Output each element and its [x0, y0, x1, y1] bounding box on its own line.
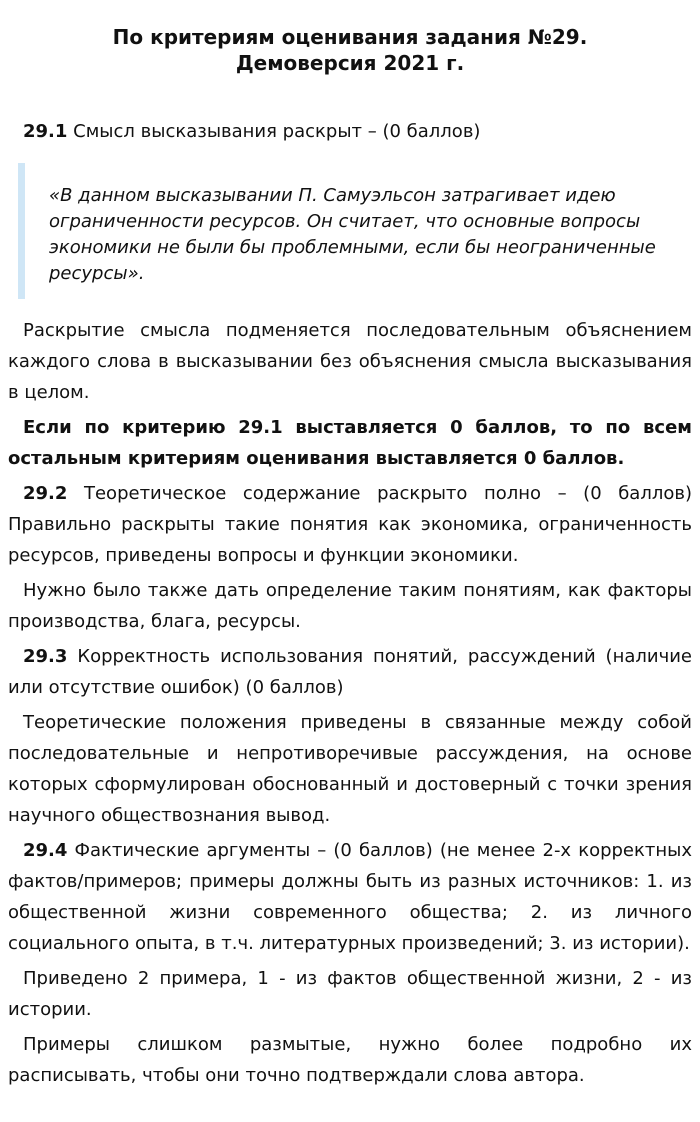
paragraph-theory: Теоретические положения приведены в связанные между собой последовательные и непротиворечивые рассуждения, на основе которых сформулирован обоснованный и достоверный с точки зрения научного обществознания вывод. [8, 712, 692, 826]
paragraph-substitution: Раскрытие смысла подменяется последовательным объяснением каждого слова в высказывании без объяснения смысла высказывания в целом. [8, 320, 692, 403]
quote-text: «В данном высказывании П. Самуэльсон затрагивает идею ограниченности ресурсов. Он считает, что основные вопросы экономики не были бы проблемными, если бы неограниченные ресурсы». [49, 185, 656, 284]
title-line-1: По критериям оценивания задания №29. [112, 25, 588, 49]
criterion-29-4 [8, 835, 692, 959]
criterion-29-2-number: 29.2 [23, 483, 68, 504]
criterion-29-1-text: Смысл высказывания раскрыт – (0 баллов) [67, 121, 481, 142]
criterion-29-4-text: Фактические аргументы – (0 баллов) (не менее 2-х корректных фактов/примеров; примеры должны быть из разных источников: 1. из общественной жизни современного общества; 2. из личного социального опыта, в т.ч. литературных произведений; 3. из истории). [8, 840, 692, 954]
criterion-29-2 [8, 478, 692, 571]
paragraph-examples: Приведено 2 примера, 1 - из фактов общественной жизни, 2 - из истории. [8, 968, 692, 1020]
criterion-29-2-text: Теоретическое содержание раскрыто полно – (0 баллов) Правильно раскрыты такие понятия как экономика, ограниченность ресурсов, приведены вопросы и функции экономики. [8, 483, 692, 566]
criterion-29-3 [8, 641, 692, 703]
paragraph-zero-rule: Если по критерию 29.1 выставляется 0 баллов, то по всем остальным критериям оценивания выставляется 0 баллов. [8, 417, 692, 469]
criterion-29-1 [8, 116, 692, 147]
paragraph-definitions: Нужно было также дать определение таким понятиям, как факторы производства, блага, ресурсы. [8, 580, 692, 632]
criterion-29-3-text: Корректность использования понятий, рассуждений (наличие или отсутствие ошибок) (0 баллов) [8, 646, 692, 698]
quote-bar [18, 163, 25, 299]
page-title [8, 0, 692, 76]
criterion-29-1-number: 29.1 [23, 121, 68, 142]
criterion-29-4-number: 29.4 [23, 840, 68, 861]
paragraph-vague-examples: Примеры слишком размытые, нужно более подробно их расписывать, чтобы они точно подтверждали слова автора. [8, 1034, 692, 1086]
title-line-2: Демоверсия 2021 г. [235, 51, 465, 75]
blockquote [18, 163, 658, 299]
criterion-29-3-number: 29.3 [23, 646, 68, 667]
